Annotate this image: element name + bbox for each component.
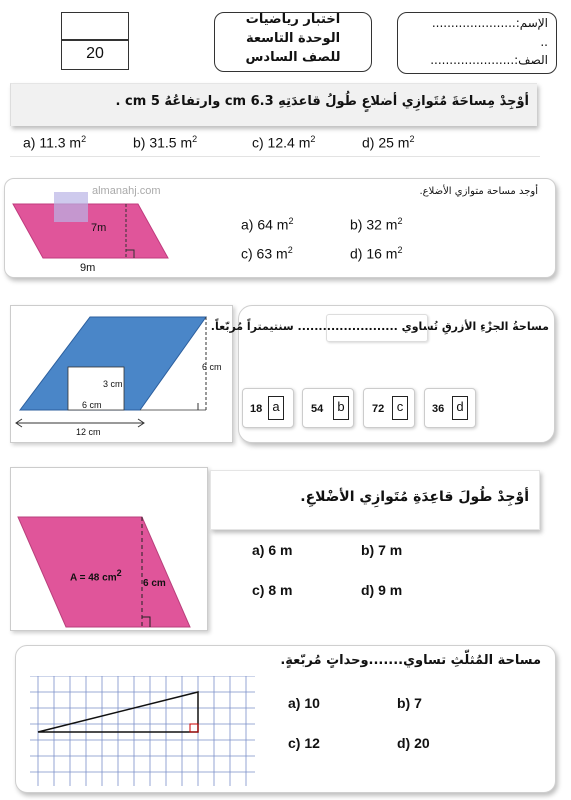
q3-label-6cm-base: 6 cm <box>82 400 102 410</box>
q3-figure <box>10 305 233 443</box>
q3-option-c-letter: c <box>392 396 408 420</box>
q2-question: أوجد مساحة متوازي الأضلاع. <box>419 186 538 197</box>
score-box-top <box>61 12 129 40</box>
score-value: 20 <box>86 45 104 62</box>
q2-option-c[interactable]: c) 63 $m^2$ <box>241 245 293 262</box>
dots-line: .. <box>540 35 548 49</box>
q3-label-3cm: 3 cm <box>103 379 123 389</box>
q3-label-6cm-height: 6 cm <box>202 362 222 372</box>
q3-option-a-letter: a <box>268 396 284 420</box>
score-box <box>61 40 129 70</box>
q2-base-label: 9m <box>80 262 96 274</box>
q2-option-b[interactable]: b) 32 $m^2$ <box>350 216 403 233</box>
title-line-2: الوحدة التاسعة <box>245 31 341 46</box>
q5-option-b[interactable]: b) 7 <box>397 695 422 711</box>
q5-option-c[interactable]: c) 12 <box>288 735 320 751</box>
q1-divider <box>10 156 540 157</box>
class-field[interactable]: الصف:...................... <box>430 53 548 67</box>
q4-option-c[interactable]: c) 8 m <box>252 582 293 598</box>
q3-answer-blank[interactable] <box>326 314 428 342</box>
q3-option-b-num: 54 <box>311 403 324 415</box>
q5-right-angle <box>190 724 198 732</box>
q1-option-c[interactable]: c) 12.4 $m^2$ <box>252 134 316 151</box>
student-info-box <box>397 12 557 74</box>
q5-option-d[interactable]: d) 20 <box>397 735 430 751</box>
q1-question: أوْجِدْ مِساحَةَ مُتَوازِي أضلاعٍ طُولُ قاعدَتِهِ 6.3 cm وارتفاعُهُ 5 cm . <box>115 94 529 109</box>
q3-question: مساحةُ الجزْءِ الأزرقِ تُساوي ........................ سنتيمتراً مُربّعاً. <box>210 320 549 333</box>
title-box <box>214 12 372 72</box>
name-field[interactable]: الإسم:...................... <box>431 16 548 30</box>
q3-option-c-num: 72 <box>372 403 385 415</box>
q2-watermark: almanahj.com <box>92 185 161 197</box>
q5-question: مساحة المُثلّثِ تساوي.......وحداتٍ مُربّعةٍ. <box>280 653 541 668</box>
q4-question: أوْجِدْ طُولَ قاعِدَةِ مُتَوازِي الأضْلاعِ. <box>300 489 529 505</box>
q5-option-a[interactable]: a) 10 <box>288 695 320 711</box>
q3-option-d-num: 36 <box>432 403 445 415</box>
q4-figure <box>10 467 208 631</box>
q3-option-b-letter: b <box>333 396 349 420</box>
q4-height-label: 6 cm <box>143 578 166 589</box>
q2-height-label: 7m <box>91 222 107 234</box>
title-line-3: للصف السادس <box>245 50 341 65</box>
q4-question-bar <box>210 470 540 530</box>
q1-option-b[interactable]: b) 31.5 $m^2$ <box>133 134 198 151</box>
q4-area-label: A = 48 $cm^2$ <box>70 568 122 584</box>
q2-option-d[interactable]: d) 16 $m^2$ <box>350 245 403 262</box>
q2-watermark-logo <box>54 192 88 222</box>
q1-option-a[interactable]: a) 11.3 $m^2$ <box>23 134 87 151</box>
q5-grid <box>30 676 255 786</box>
title-line-1: اختبار رياضيات <box>245 12 341 27</box>
q1-option-d[interactable]: d) 25 $m^2$ <box>362 134 415 151</box>
q4-option-a[interactable]: a) 6 m <box>252 542 293 558</box>
q5-grid-figure <box>30 676 255 786</box>
q4-option-b[interactable]: b) 7 m <box>361 542 403 558</box>
q3-label-12cm: 12 cm <box>76 427 101 437</box>
q3-option-d-letter: d <box>452 396 468 420</box>
q4-option-d[interactable]: d) 9 m <box>361 582 403 598</box>
q2-option-a[interactable]: a) 64 $m^2$ <box>241 216 294 233</box>
q1-question-bar <box>10 83 537 126</box>
q3-option-a-num: 18 <box>250 403 263 415</box>
